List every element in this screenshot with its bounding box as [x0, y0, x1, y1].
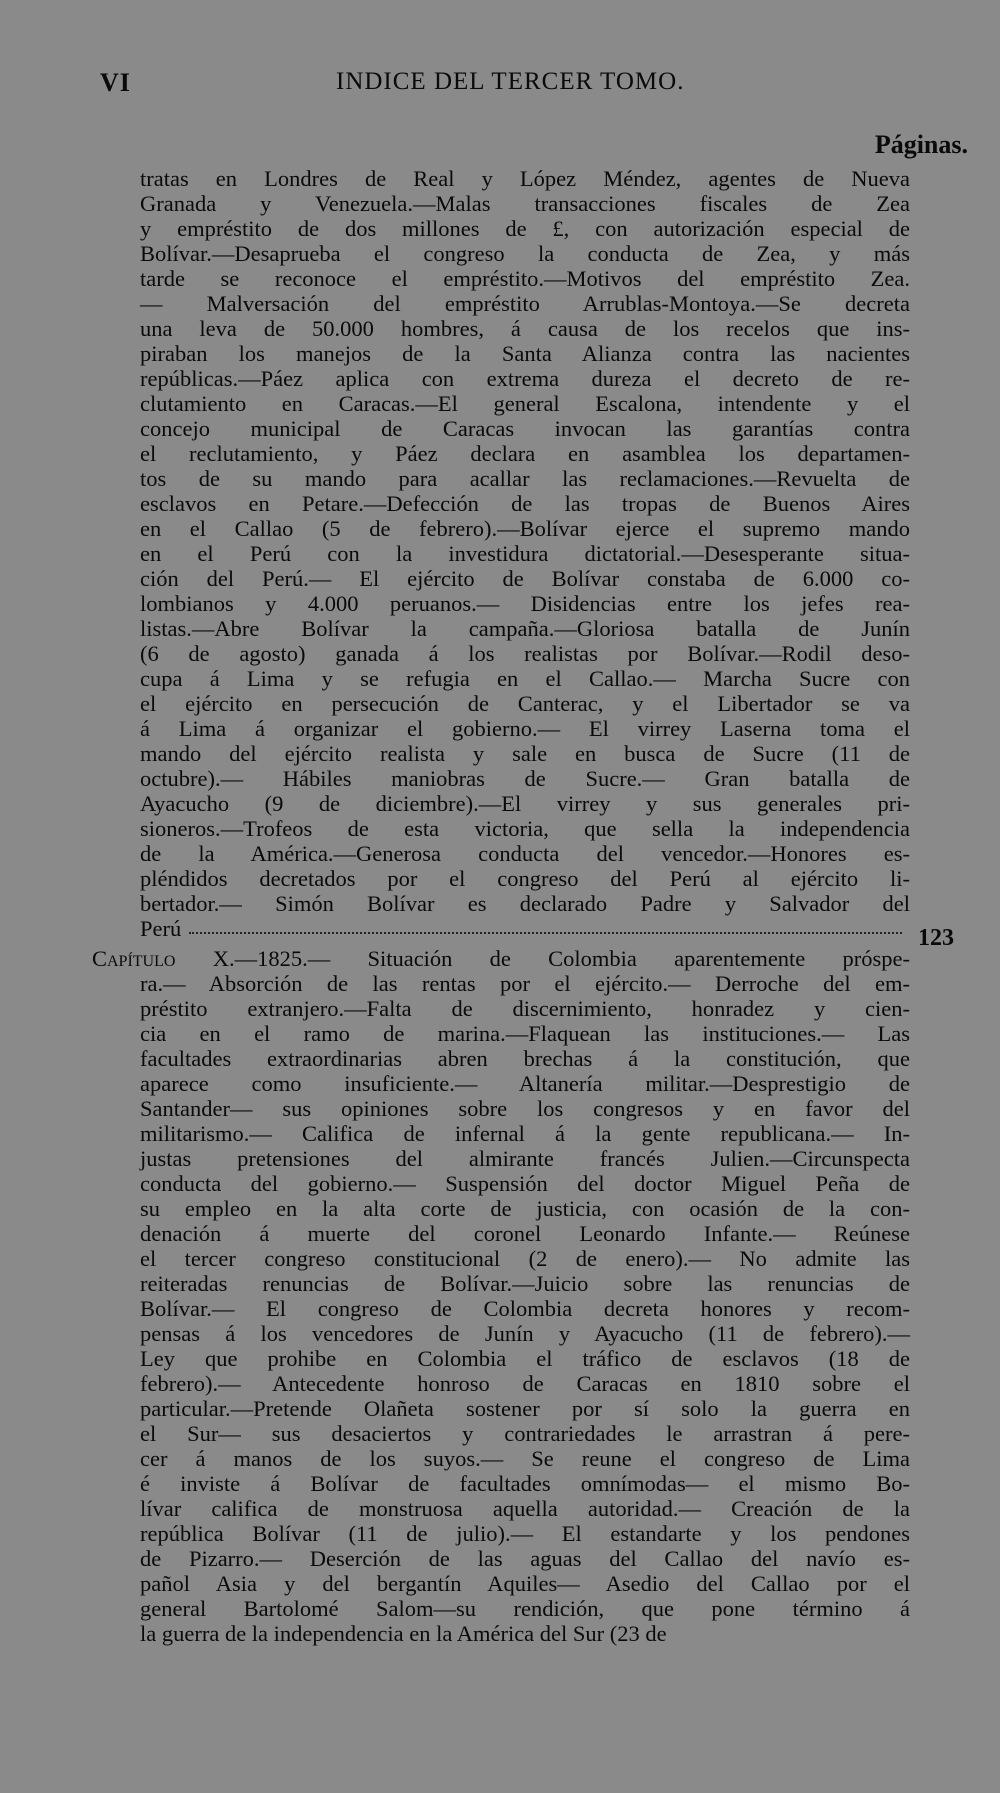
index-line: cia en el ramo de marina.—Flaquean las instituciones.— Las [140, 1021, 910, 1046]
index-line: en el Perú con la investidura dictatorial.—Desesperante situa- [140, 541, 910, 566]
index-line: bertador.— Simón Bolívar es declarado Padre y Salvador del [140, 891, 910, 916]
index-line: febrero).— Antecedente honroso de Caracas en 1810 sobre el [140, 1371, 910, 1396]
index-line: Bolívar.— El congreso de Colombia decreta honores y recom- [140, 1296, 910, 1321]
leader-line-text: Perú [140, 916, 182, 941]
index-line: el tercer congreso constitucional (2 de enero).— No admite las [140, 1246, 910, 1271]
index-line: aparece como insuficiente.— Altanería militar.—Desprestigio de [140, 1071, 910, 1096]
index-line: é inviste á Bolívar de facultades omnímodas— el mismo Bo- [140, 1471, 910, 1496]
index-line: repúblicas.—Páez aplica con extrema dureza el decreto de re- [140, 366, 910, 391]
index-line: piraban los manejos de la Santa Alianza contra las nacientes [140, 341, 910, 366]
index-line: facultades extraordinarias abren brechas á la constitución, que [140, 1046, 910, 1071]
index-line: — Malversación del empréstito Arrublas-Montoya.—Se decreta [140, 291, 910, 316]
index-line: ra.— Absorción de las rentas por el ejército.— Derroche del em- [140, 971, 910, 996]
index-line: lívar califica de monstruosa aquella autoridad.— Creación de la [140, 1496, 910, 1521]
index-line: en el Callao (5 de febrero).—Bolívar ejerce el supremo mando [140, 516, 910, 541]
index-line: pensas á los vencedores de Junín y Ayacucho (11 de febrero).— [140, 1321, 910, 1346]
index-line: de Pizarro.— Deserción de las aguas del Callao del navío es- [140, 1546, 910, 1571]
dot-leader [189, 932, 902, 934]
index-line: tarde se reconoce el empréstito.—Motivos del empréstito Zea. [140, 266, 910, 291]
index-line: justas pretensiones del almirante francés Julien.—Circunspecta [140, 1146, 910, 1171]
index-line: tratas en Londres de Real y López Méndez, agentes de Nueva [140, 166, 910, 191]
index-line: concejo municipal de Caracas invocan las garantías contra [140, 416, 910, 441]
index-line: tos de su mando para acallar las reclamaciones.—Revuelta de [140, 466, 910, 491]
index-line: particular.—Pretende Olañeta sostener por sí solo la guerra en [140, 1396, 910, 1421]
index-line: Ayacucho (9 de diciembre).—El virrey y sus generales pri- [140, 791, 910, 816]
chapter-label: Capítulo [92, 946, 176, 971]
index-line: á Lima á organizar el gobierno.— El virrey Laserna toma el [140, 716, 910, 741]
index-line: sioneros.—Trofeos de esta victoria, que sella la independencia [140, 816, 910, 841]
index-line: su empleo en la alta corte de justicia, con ocasión de la con- [140, 1196, 910, 1221]
index-line: cupa á Lima y se refugia en el Callao.— Marcha Sucre con [140, 666, 910, 691]
index-line: el reclutamiento, y Páez declara en asamblea los departamen- [140, 441, 910, 466]
index-line: listas.—Abre Bolívar la campaña.—Gloriosa batalla de Junín [140, 616, 910, 641]
index-line: (6 de agosto) ganada á los realistas por Bolívar.—Rodil deso- [140, 641, 910, 666]
index-line: Bolívar.—Desaprueba el congreso la conducta de Zea, y más [140, 241, 910, 266]
running-head [100, 68, 760, 102]
index-line: denación á muerte del coronel Leonardo Infante.— Reúnese [140, 1221, 910, 1246]
index-line: reiteradas renuncias de Bolívar.—Juicio sobre las renuncias de [140, 1271, 910, 1296]
book-title: INDICE DEL TERCER TOMO. [336, 68, 685, 95]
index-line: pléndidos decretados por el congreso del Perú al ejército li- [140, 866, 910, 891]
index-line: Ley que prohibe en Colombia el tráfico de esclavos (18 de [140, 1346, 910, 1371]
index-line: república Bolívar (11 de julio).— El estandarte y los pendones [140, 1521, 910, 1546]
pages-column-heading: Páginas. [874, 130, 968, 159]
index-line: pañol Asia y del bergantín Aquiles— Asedio del Callao por el [140, 1571, 910, 1596]
index-line: mando del ejército realista y sale en busca de Sucre (11 de [140, 741, 910, 766]
index-line: esclavos en Petare.—Defección de las tropas de Buenos Aires [140, 491, 910, 516]
index-line: general Bartolomé Salom—su rendición, que pone término á [140, 1596, 910, 1621]
index-line: el ejército en persecución de Canterac, y el Libertador se va [140, 691, 910, 716]
index-entry-continued [140, 166, 910, 941]
index-line: Granada y Venezuela.—Malas transacciones fiscales de Zea [140, 191, 910, 216]
chapter-heading-line [92, 946, 910, 971]
index-line: ción del Perú.— El ejército de Bolívar constaba de 6.000 co- [140, 566, 910, 591]
index-line: la guerra de la independencia en la América del Sur (23 de [140, 1621, 667, 1646]
page-reference: 123 [918, 925, 954, 951]
index-line: militarismo.— Califica de infernal á la gente republicana.— In- [140, 1121, 910, 1146]
index-line: cer á manos de los suyos.— Se reune el congreso de Lima [140, 1446, 910, 1471]
index-line: préstito extranjero.—Falta de discernimiento, honradez y cien- [140, 996, 910, 1021]
index-line: clutamiento en Caracas.—El general Escalona, intendente y el [140, 391, 910, 416]
index-line: una leva de 50.000 hombres, á causa de los recelos que ins- [140, 316, 910, 341]
index-line: lombianos y 4.000 peruanos.— Disidencias entre los jefes rea- [140, 591, 910, 616]
index-line: y empréstito de dos millones de £, con autorización especial de [140, 216, 910, 241]
page-number: VI [100, 68, 131, 97]
index-line: Santander— sus opiniones sobre los congresos y en favor del [140, 1096, 910, 1121]
index-line: octubre).— Hábiles maniobras de Sucre.— Gran batalla de [140, 766, 910, 791]
leader-line [140, 916, 910, 941]
index-line: conducta del gobierno.— Suspensión del doctor Miguel Peña de [140, 1171, 910, 1196]
index-line: el Sur— sus desaciertos y contrariedades le arrastran á pere- [140, 1421, 910, 1446]
chapter-heading-text: X.—1825.— Situación de Colombia aparentemente próspe- [212, 946, 911, 971]
index-line: de la América.—Generosa conducta del vencedor.—Honores es- [140, 841, 910, 866]
chapter-entry [92, 946, 911, 1646]
